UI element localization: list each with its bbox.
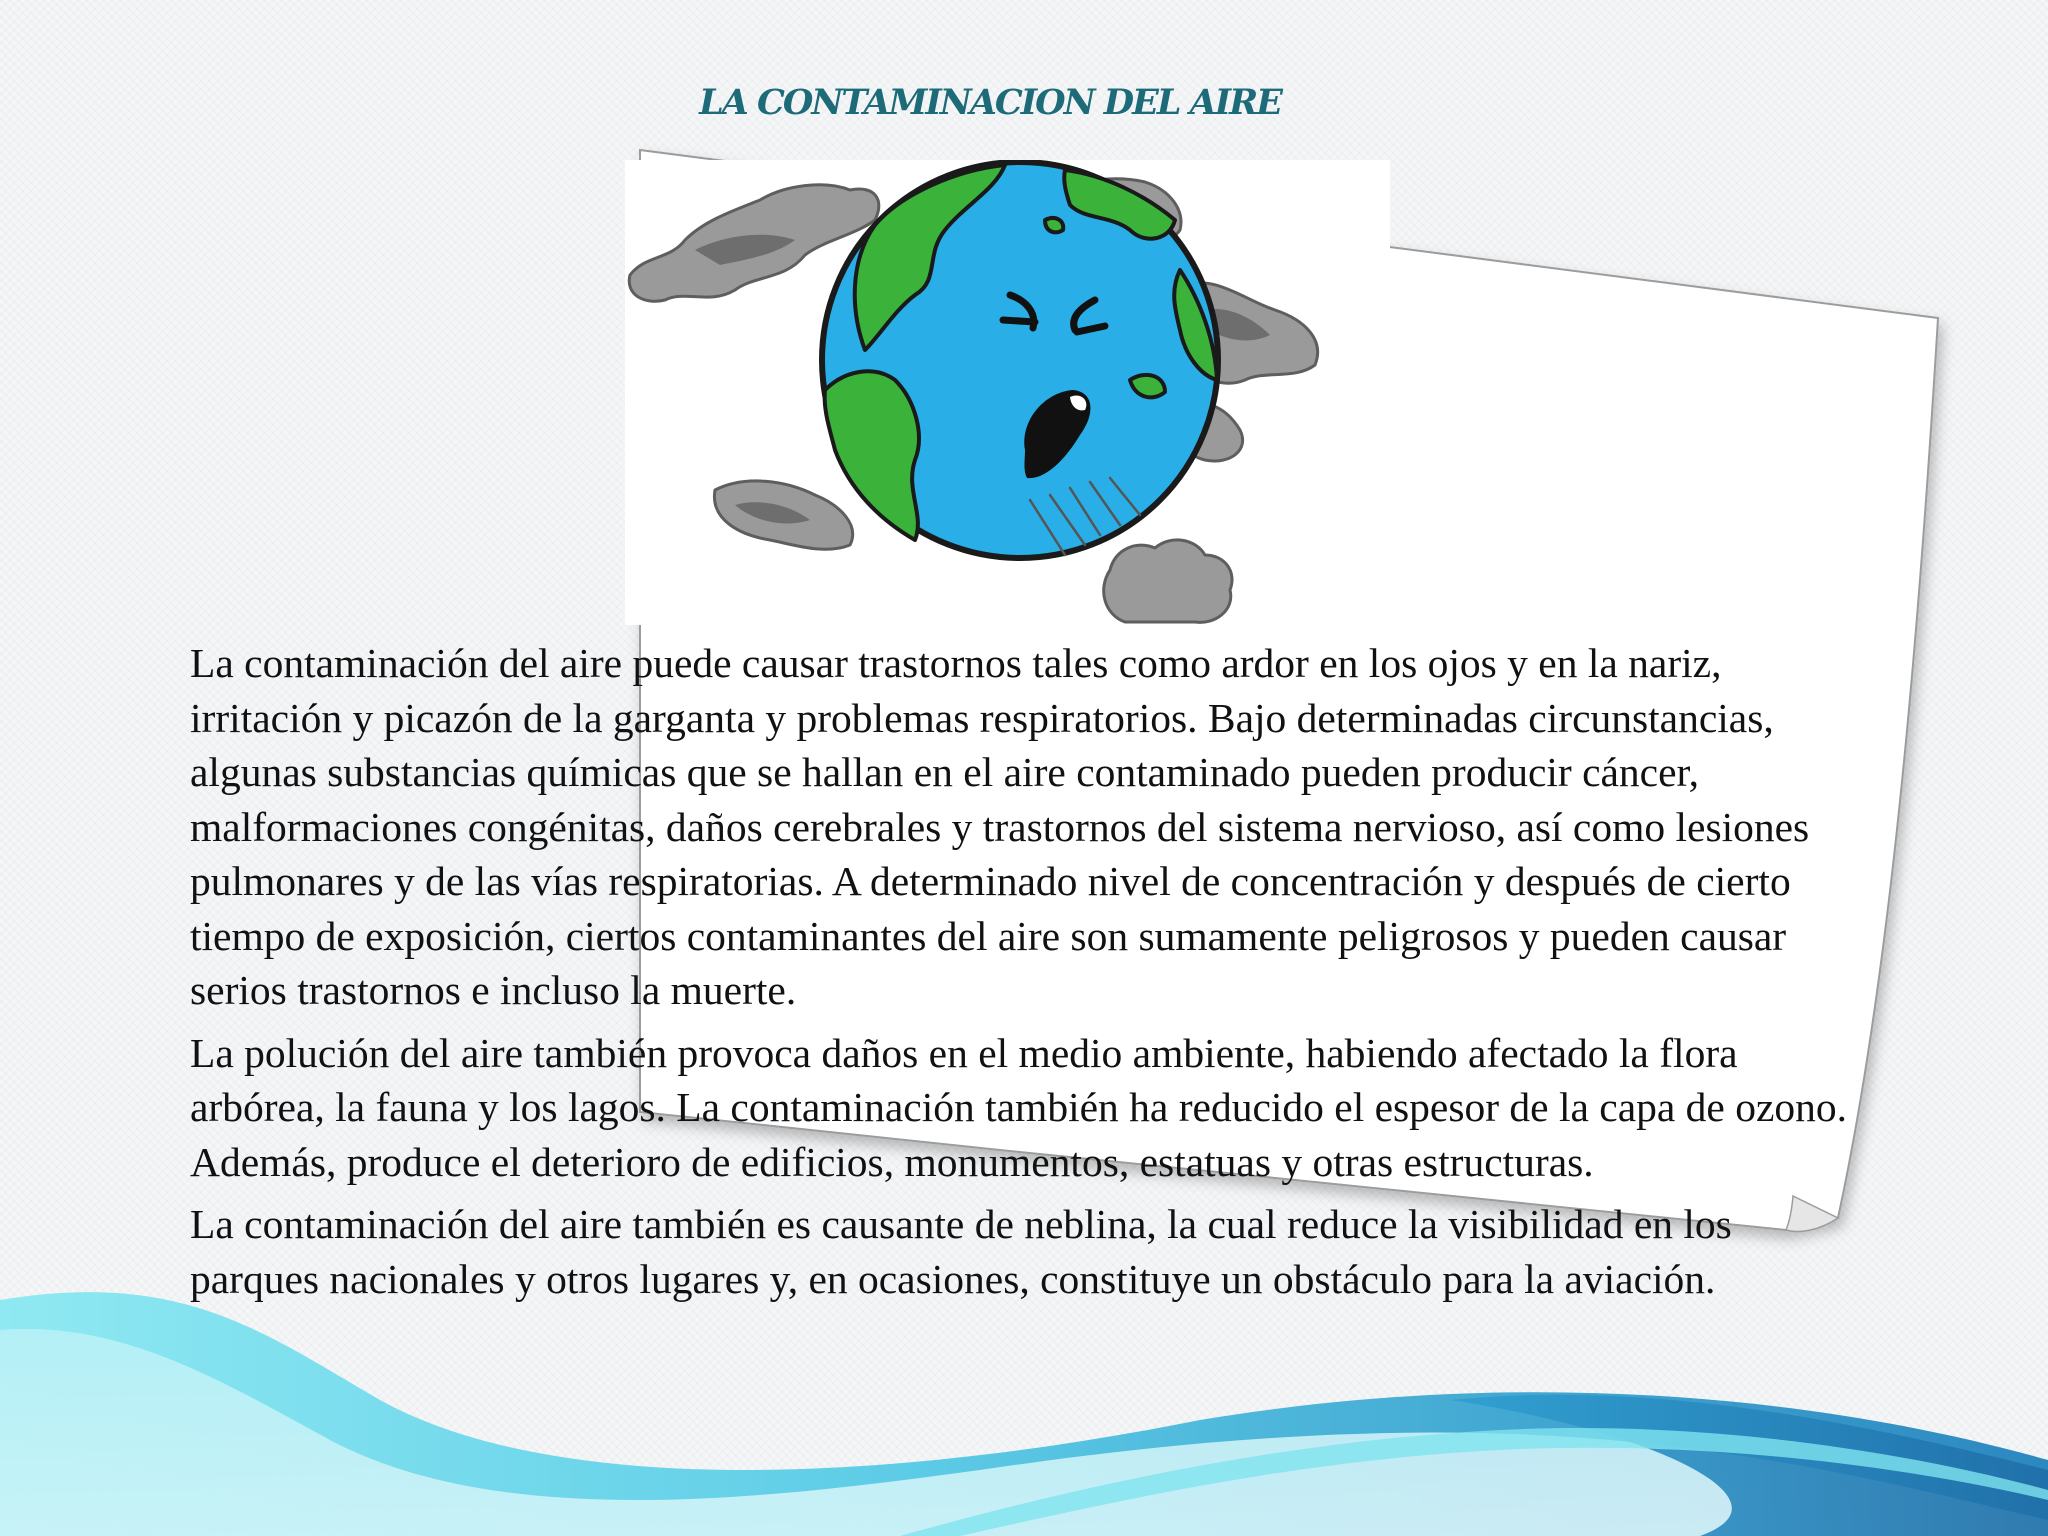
paragraph-health-effects: La contaminación del aire puede causar trastornos tales como ardor en los ojos y en la nariz, irritación y picazón de la garganta y problemas respiratorios. Bajo determinadas circunstancias, algunas substancias químicas que se hallan en el aire contaminado pueden producir cáncer, malformaciones congénitas, daños cerebrales y trastornos del sistema nervioso, así como lesiones pulmonares y de las vías respiratorias. A determinado nivel de concentración y después de cierto tiempo de exposición, ciertos contaminantes del aire son sumamente peligrosos y pueden causar serios trastornos e incluso la muerte.	[190, 640, 1810, 1013]
slide-title: LA CONTAMINACION DEL AIRE	[699, 82, 1281, 123]
illustration	[625, 160, 1390, 625]
body-text	[190, 636, 1850, 1314]
paragraph-visibility-effects: La contaminación del aire también es causante de neblina, la cual reduce la visibilidad en los parques nacionales y otros lugares y, en ocasiones, constituye un obstáculo para la aviación.	[190, 1201, 1732, 1302]
paragraph-environment-effects: La polución del aire también provoca daños en el medio ambiente, habiendo afectado la flora arbórea, la fauna y los lagos. La contaminación también ha reducido el espesor de la capa de ozono. Además, produce el deterioro de edificios, monumentos, estatuas y otras estructuras.	[190, 1029, 1848, 1185]
sick-earth-smog-icon	[625, 160, 1390, 625]
